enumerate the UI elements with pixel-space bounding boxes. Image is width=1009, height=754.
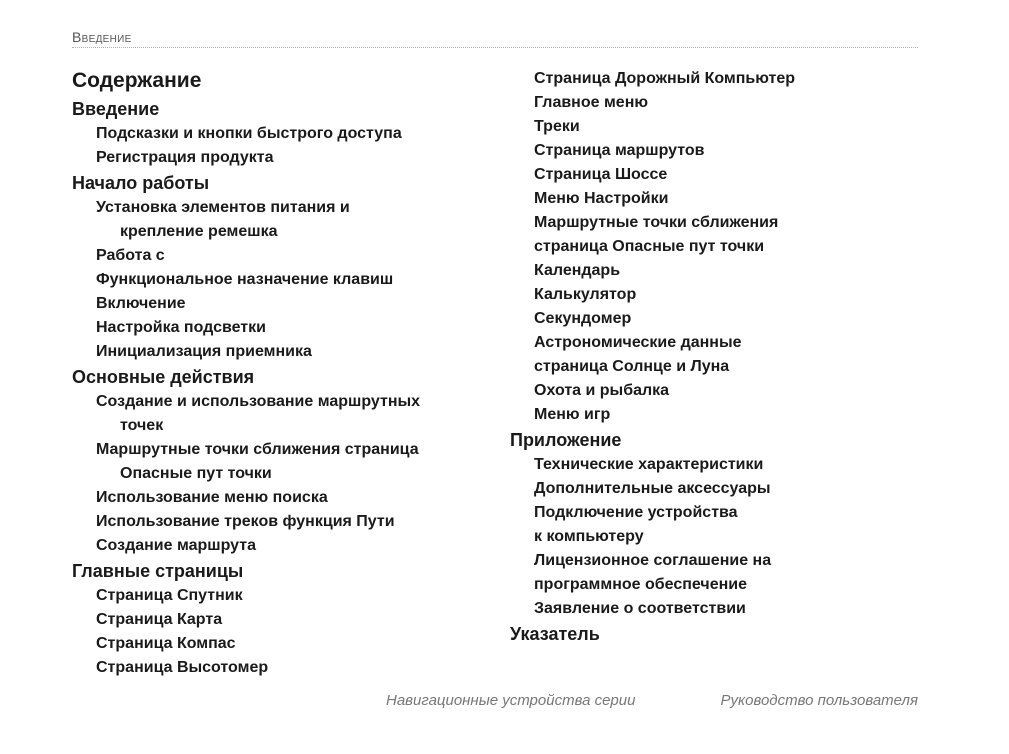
footer-product-series: Навигационные устройства серии [386, 692, 636, 709]
toc-item[interactable]: Дополнительные аксессуары [534, 480, 771, 497]
toc-item-continued[interactable]: программное обеспечение [534, 576, 747, 593]
toc-item[interactable]: Создание и использование маршрутных [96, 393, 421, 410]
toc-item[interactable]: Охота и рыбалка [534, 382, 670, 399]
toc-item[interactable]: Подключение устройства [534, 504, 738, 521]
toc-item[interactable]: Заявление о соответствии [534, 600, 746, 617]
toc-item[interactable]: Календарь [534, 262, 621, 279]
toc-item[interactable]: Функциональное назначение клавиш [96, 271, 394, 288]
running-header: Введение [72, 29, 918, 48]
toc-item[interactable]: Калькулятор [534, 286, 637, 303]
toc-item[interactable]: Главное меню [534, 94, 649, 111]
toc-right-column [510, 67, 930, 647]
toc-item[interactable]: Регистрация продукта [96, 149, 274, 166]
toc-item[interactable]: Лицензионное соглашение на [534, 552, 772, 569]
toc-item[interactable]: Установка элементов питания и [96, 199, 350, 216]
toc-item[interactable]: Меню игр [534, 406, 611, 423]
toc-title: Содержание [72, 69, 202, 92]
toc-item-continued[interactable]: точек [120, 417, 164, 434]
toc-item[interactable]: Страница Компас [96, 635, 236, 652]
toc-item-continued[interactable]: к компьютеру [534, 528, 644, 545]
toc-item[interactable]: Секундомер [534, 310, 632, 327]
toc-item-continued[interactable]: страница Солнце и Луна [534, 358, 730, 375]
toc-item-continued[interactable]: крепление ремешка [120, 223, 278, 240]
toc-item[interactable]: Астрономические данные [534, 334, 742, 351]
toc-item[interactable]: Работа с [96, 247, 165, 264]
toc-item-continued[interactable]: Опасные пут точки [120, 465, 272, 482]
toc-item[interactable]: Использование меню поиска [96, 489, 328, 506]
toc-item[interactable]: Включение [96, 295, 186, 312]
toc-item[interactable]: Страница Спутник [96, 587, 243, 604]
section-intro[interactable]: Введение [72, 99, 160, 119]
toc-item[interactable]: Страница Шоссе [534, 166, 668, 183]
toc-item[interactable]: Технические характеристики [534, 456, 764, 473]
section-basic[interactable]: Основные действия [72, 367, 255, 387]
toc-item[interactable]: Страница маршрутов [534, 142, 705, 159]
toc-item[interactable]: Маршрутные точки сближения страница [96, 441, 419, 458]
section-appendix[interactable]: Приложение [510, 430, 622, 450]
toc-left-column [72, 66, 492, 680]
toc-item[interactable]: Инициализация приемника [96, 343, 312, 360]
toc-item[interactable]: Треки [534, 118, 580, 135]
toc-item-continued[interactable]: страница Опасные пут точки [534, 238, 765, 255]
toc-item[interactable]: Страница Высотомер [96, 659, 269, 676]
toc-item[interactable]: Создание маршрута [96, 537, 256, 554]
toc-item[interactable]: Настройка подсветки [96, 319, 266, 336]
section-start[interactable]: Начало работы [72, 173, 210, 193]
toc-item[interactable]: Подсказки и кнопки быстрого доступа [96, 125, 402, 142]
toc-item[interactable]: Меню Настройки [534, 190, 669, 207]
section-pages[interactable]: Главные страницы [72, 561, 244, 581]
toc-item[interactable]: Маршрутные точки сближения [534, 214, 779, 231]
toc-item[interactable]: Использование треков функция Пути [96, 513, 395, 530]
footer-manual-title: Руководство пользователя [720, 692, 918, 709]
toc-item[interactable]: Страница Карта [96, 611, 223, 628]
toc-item[interactable]: Страница Дорожный Компьютер [534, 70, 796, 87]
section-index[interactable]: Указатель [510, 624, 600, 644]
